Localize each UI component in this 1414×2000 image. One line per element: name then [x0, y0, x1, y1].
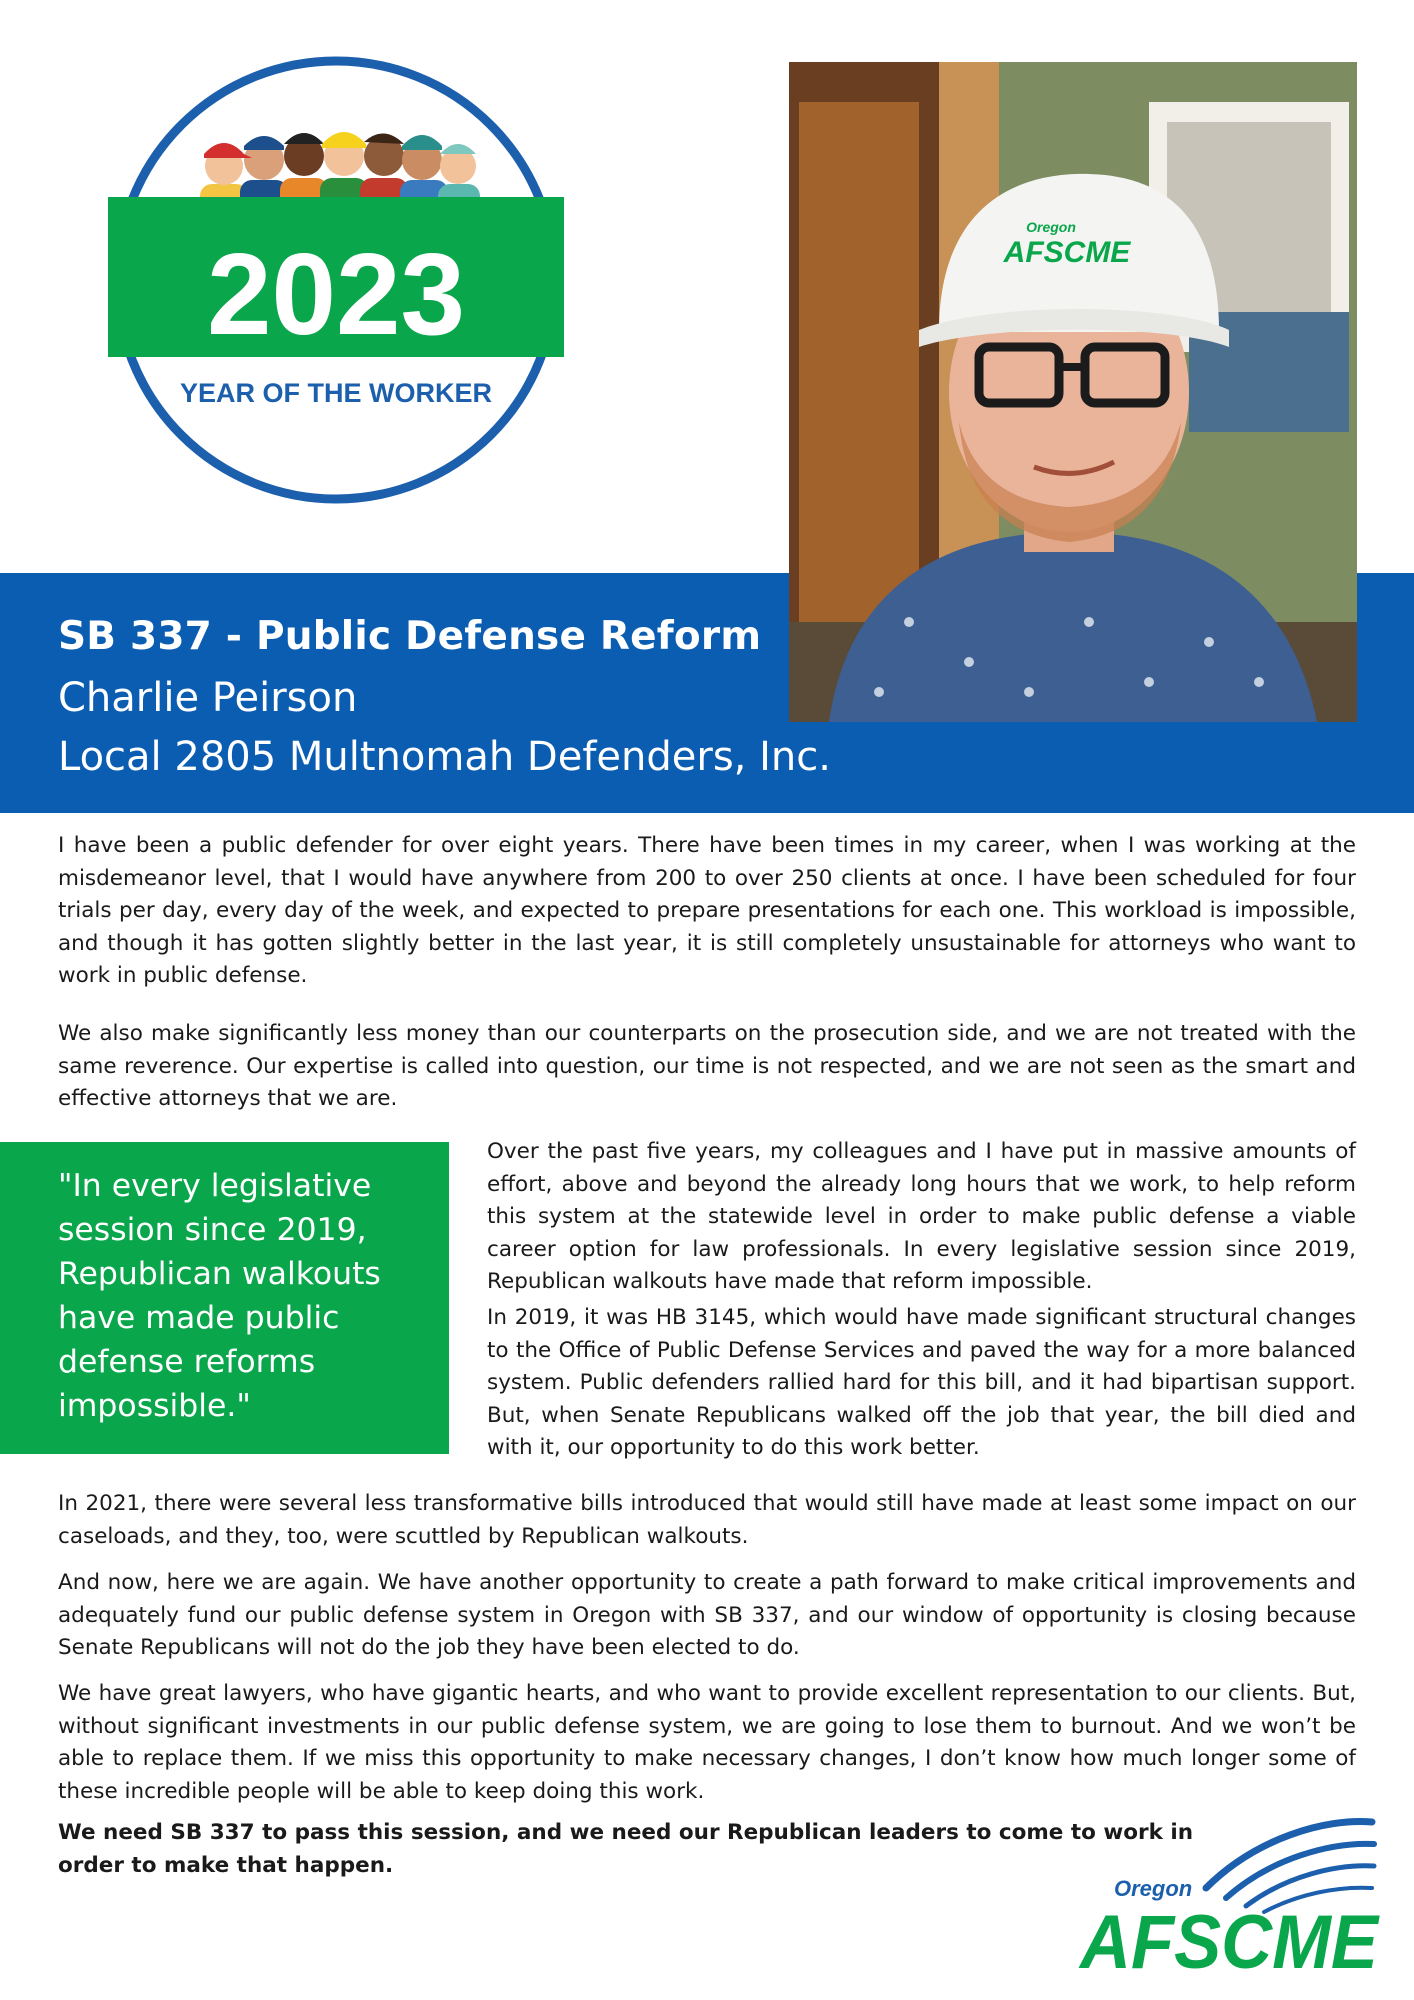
afscme-logo-bottom: AFSCME	[1078, 1900, 1381, 1980]
page-title: SB 337 - Public Defense Reform	[58, 614, 762, 659]
paragraph-2: We also make significantly less money than our counterparts on the prosecution side, and we are not treated with the same reverence. Our expertise is called into question, our time is not respected, and we are not seen as the smart and effective attorneys that we are.	[58, 1021, 1356, 1111]
paragraph-7: We have great lawyers, who have gigantic hearts, and who want to provide excellent representation to our clients. But, without significant investments in our public defense system, we are going to lose them to burnout. And we won’t be able to replace them. If we miss this opportunity to make necessary changes, I don’t know how much longer some of these incredible people will be able to keep doing this work.	[58, 1681, 1356, 1804]
portrait-illustration	[789, 62, 1357, 722]
union-local: Local 2805 Multnomah Defenders, Inc.	[58, 734, 831, 780]
swoosh-icon	[1206, 1822, 1374, 1912]
paragraph-3: Over the past five years, my colleagues and I have put in massive amounts of effort, above and beyond the already long hours that we work, to help reform this system at the statewide level in order to make public defense a viable career option for law professionals. In every legislative session since 2019, Republican walkouts have made that reform impossible.	[487, 1139, 1356, 1294]
logo-tagline: YEAR OF THE WORKER	[179, 378, 493, 408]
oregon-afscme-logo	[1076, 1808, 1382, 1980]
logo-year: 2023	[206, 229, 466, 359]
cap-brand-bottom: AFSCME	[1003, 236, 1131, 269]
paragraph-1: I have been a public defender for over eight years. There have been times in my career, when I was working at the misdemeanor level, that I would have anywhere from 200 to over 250 clients at once. I have been scheduled for four trials per day, every day of the week, and expected to prepare presentations for each one. This workload is impossible, and though it has gotten slightly better in the last year, it is still completely unsustainable for attorneys who want to work in public defense.	[58, 833, 1356, 988]
afscme-logo-top: Oregon	[1114, 1876, 1193, 1901]
paragraph-5: In 2021, there were several less transformative bills introduced that would still have made at least some impact on our caseloads, and they, too, were scuttled by Republican walkouts.	[58, 1491, 1356, 1549]
cap-brand-top: Oregon	[1026, 219, 1076, 235]
paragraph-4: In 2019, it was HB 3145, which would have made significant structural changes to the Office of Public Defense Services and paved the way for a more balanced system. Public defenders rallied hard for this bill, and it had bipartisan support. But, when Senate Republicans walked off the job that year, the bill died and with it, our opportunity to do this work better.	[487, 1305, 1356, 1460]
author-name: Charlie Peirson	[58, 675, 358, 721]
paragraph-6: And now, here we are again. We have another opportunity to create a path forward to make critical improvements and adequately fund our public defense system in Oregon with SB 337, and our window of opportunity is closing because Senate Republicans will not do the job they have been elected to do.	[58, 1570, 1356, 1660]
author-photo	[789, 62, 1357, 722]
closing-statement: We need SB 337 to pass this session, and we need our Republican leaders to come to work in order to make that happen.	[58, 1820, 1194, 1878]
year-of-the-worker-logo	[108, 52, 564, 508]
pull-quote: "In every legislative session since 2019, Republican walkouts have made public defense reforms impossible."	[58, 1168, 381, 1424]
